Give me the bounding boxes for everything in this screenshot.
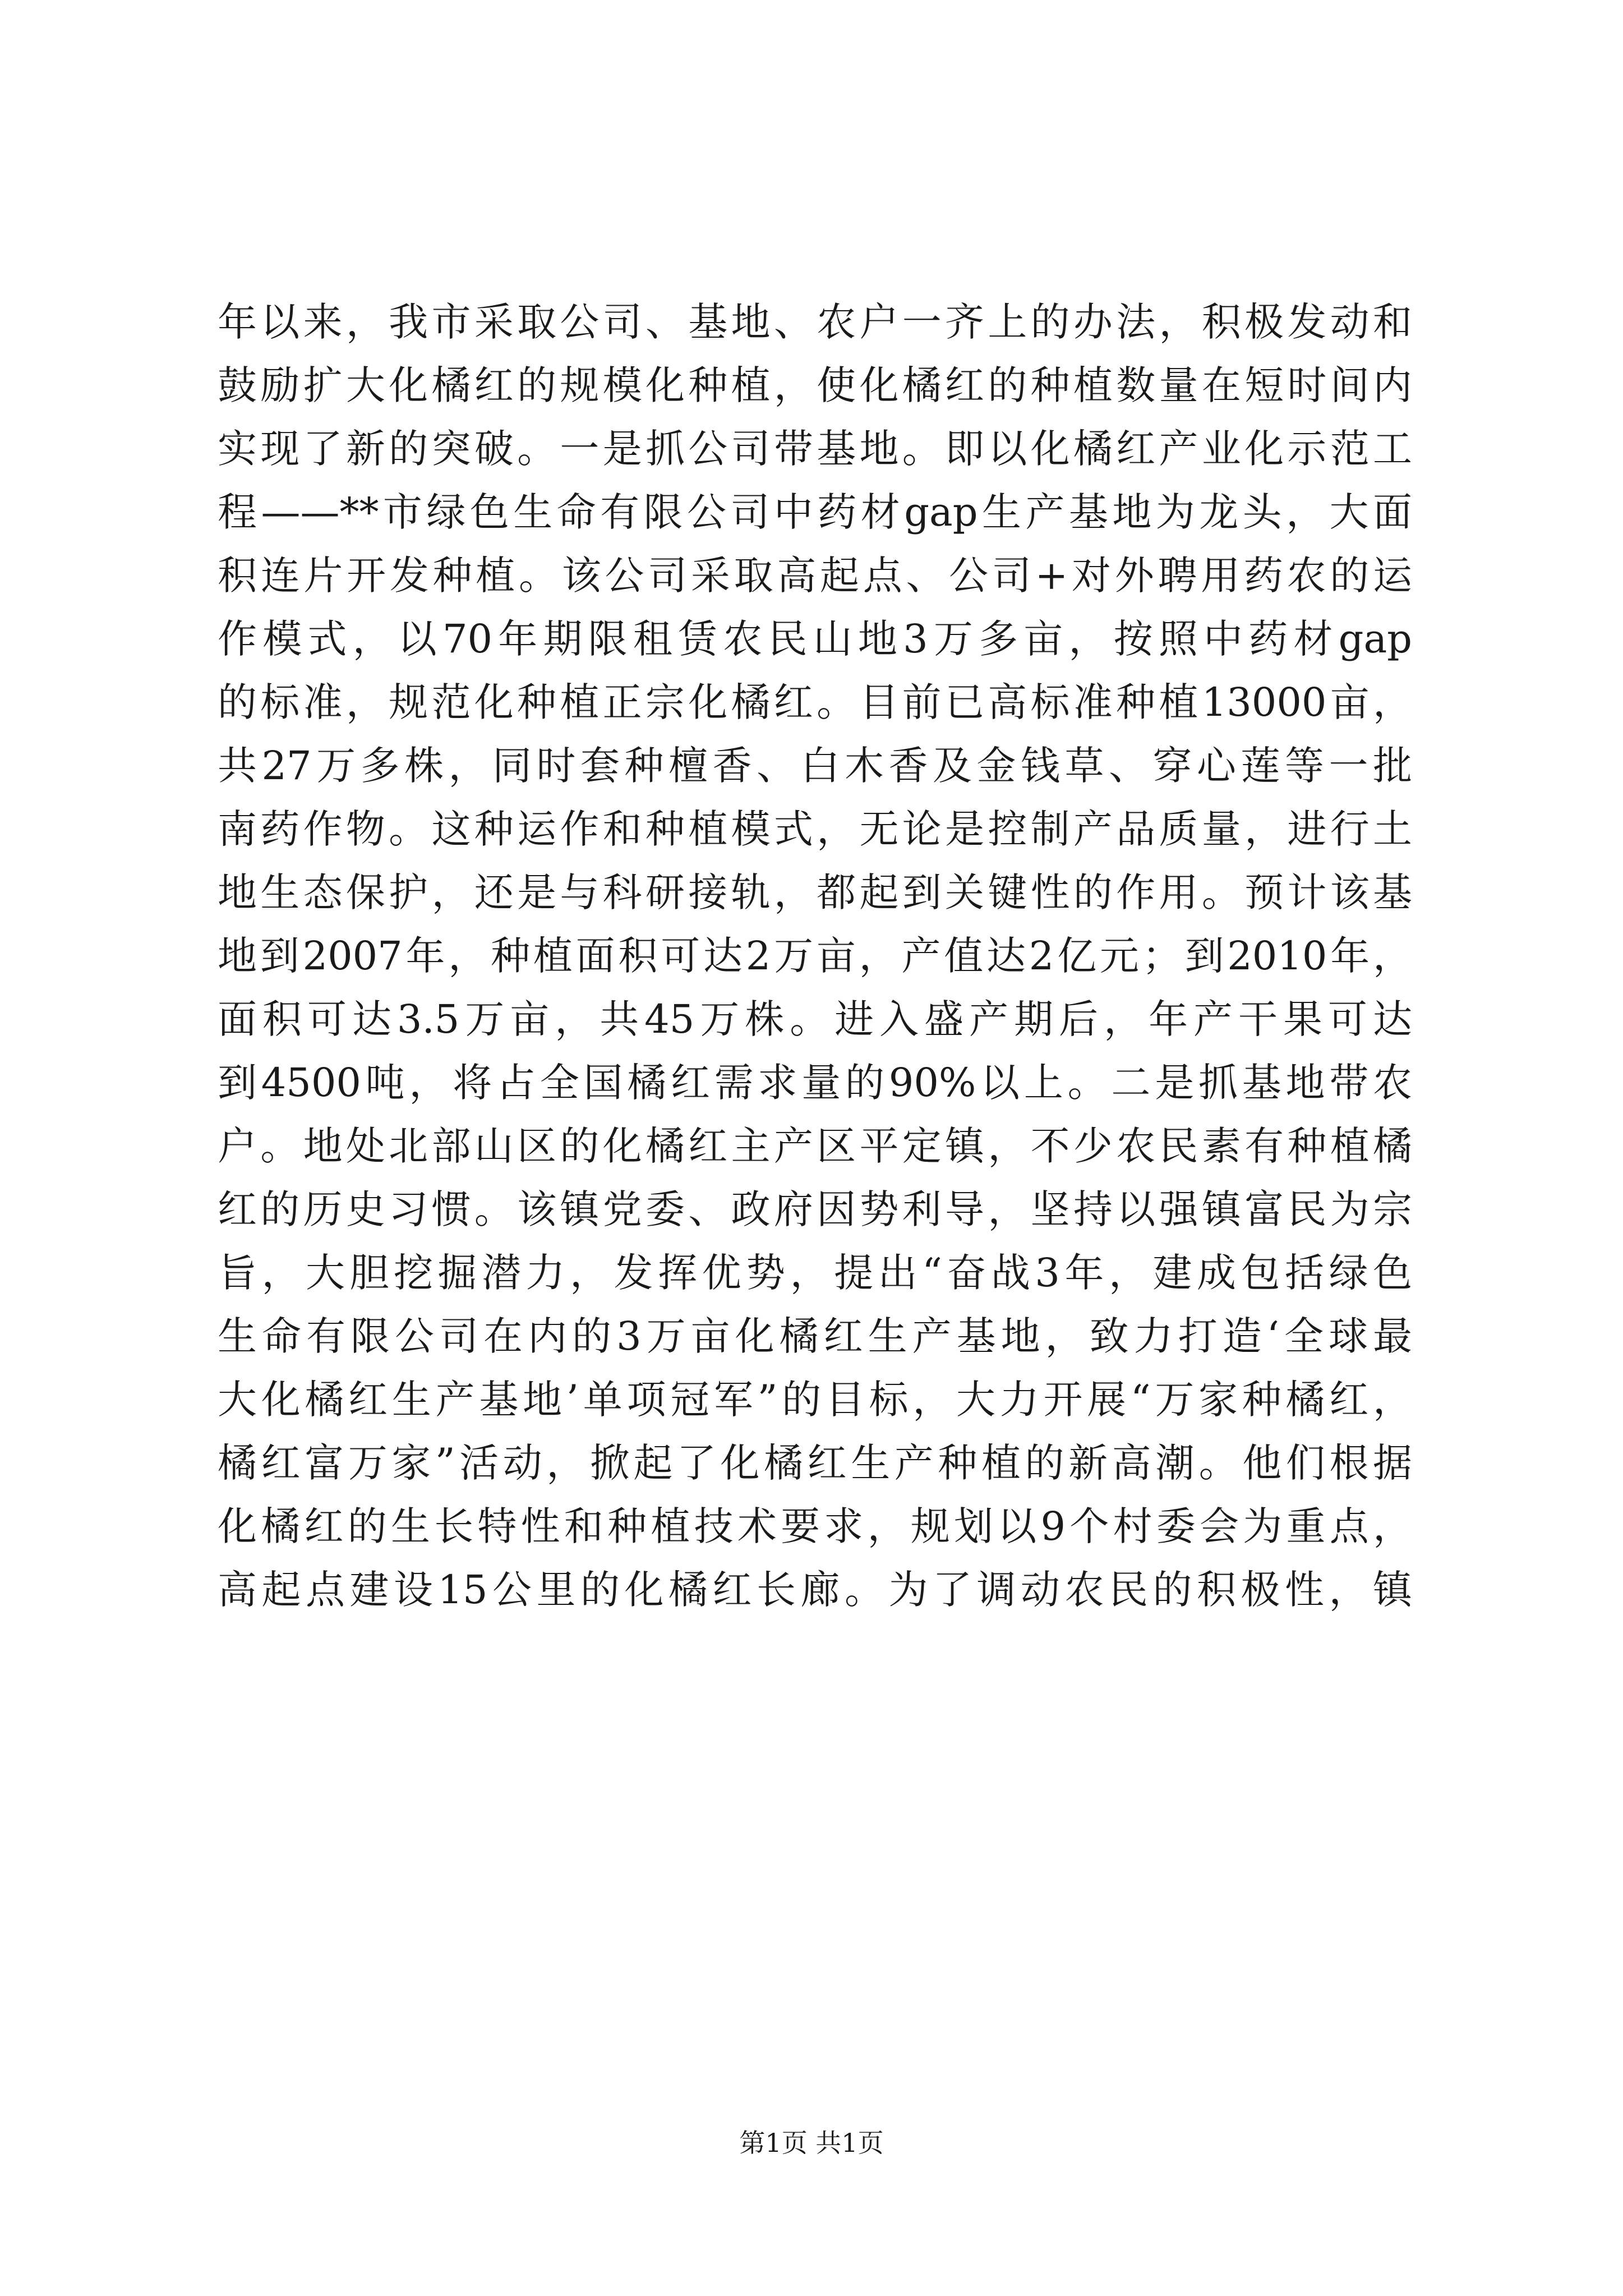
text-line: 化橘红的生长特性和种植技术要求，规划以9个村委会为重点， xyxy=(218,1503,1412,1549)
text-line: 橘红富万家”活动，掀起了化橘红生产种植的新高潮。他们根据 xyxy=(218,1440,1412,1486)
text-line: 积连片开发种植。该公司采取高起点、公司+对外聘用药农的运 xyxy=(218,553,1412,599)
text-line: 鼓励扩大化橘红的规模化种植，使化橘红的种植数量在短时间内 xyxy=(218,362,1412,408)
text-line: 大化橘红生产基地’单项冠军”的目标，大力开展“万家种橘红， xyxy=(218,1377,1412,1423)
text-line: 南药作物。这种运作和种植模式，无论是控制产品质量，进行土 xyxy=(218,806,1412,852)
text-line: 户。地处北部山区的化橘红主产区平定镇，不少农民素有种植橘 xyxy=(218,1123,1412,1169)
text-line: 生命有限公司在内的3万亩化橘红生产基地，致力打造‘全球最 xyxy=(218,1313,1412,1359)
text-line: 旨，大胆挖掘潜力，发挥优势，提出“奋战3年，建成包括绿色 xyxy=(218,1250,1412,1296)
text-line: 的标准，规范化种植正宗化橘红。目前已高标准种植13000亩， xyxy=(218,679,1412,725)
text-line: 作模式，以70年期限租赁农民山地3万多亩，按照中药材gap xyxy=(218,616,1412,662)
text-line: 红的历史习惯。该镇党委、政府因势利导，坚持以强镇富民为宗 xyxy=(218,1186,1412,1232)
text-line: 地生态保护，还是与科研接轨，都起到关键性的作用。预计该基 xyxy=(218,869,1412,915)
page-footer: 第1页 共1页 xyxy=(739,2128,884,2158)
text-line: 共27万多株，同时套种檀香、白木香及金钱草、穿心莲等一批 xyxy=(218,743,1412,789)
text-line: 程——**市绿色生命有限公司中药材gap生产基地为龙头，大面 xyxy=(218,489,1412,535)
text-line: 面积可达3.5万亩，共45万株。进入盛产期后，年产干果可达 xyxy=(218,996,1412,1042)
body-text xyxy=(218,291,1412,1622)
text-line: 地到2007年，种植面积可达2万亩，产值达2亿元；到2010年， xyxy=(218,933,1412,979)
text-line: 实现了新的突破。一是抓公司带基地。即以化橘红产业化示范工 xyxy=(218,426,1412,472)
text-line: 到4500吨，将占全国橘红需求量的90%以上。二是抓基地带农 xyxy=(218,1060,1412,1106)
text-line: 高起点建设15公里的化橘红长廊。为了调动农民的积极性，镇 xyxy=(218,1567,1412,1613)
text-line: 年以来，我市采取公司、基地、农户一齐上的办法，积极发动和 xyxy=(218,299,1412,345)
